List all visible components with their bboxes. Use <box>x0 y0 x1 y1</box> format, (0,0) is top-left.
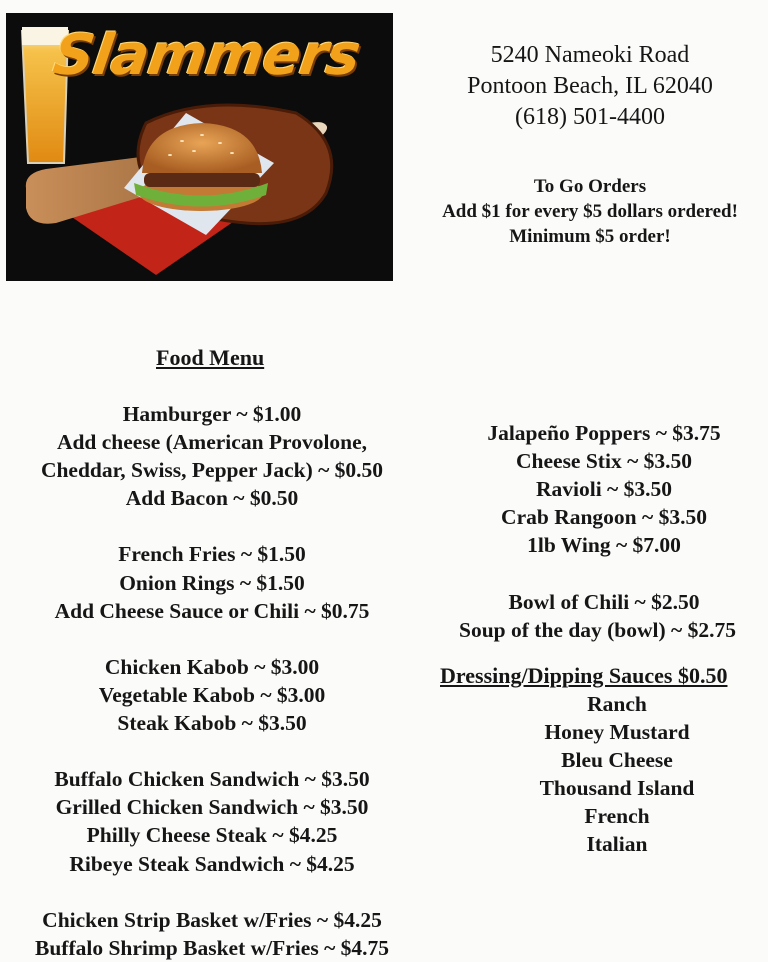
sauce-item: Honey Mustard <box>544 719 690 744</box>
menu-item: Add Cheese Sauce or Chili ~ $0.75 <box>54 598 370 623</box>
to-go-title: To Go Orders <box>533 176 647 197</box>
menu-item: Buffalo Shrimp Basket w/Fries ~ $4.75 <box>35 935 389 960</box>
menu-item: Cheese Stix ~ $3.50 <box>516 449 692 474</box>
address-block <box>420 40 760 133</box>
menu-item: French Fries ~ $1.50 <box>118 542 306 567</box>
phone-number: (618) 501-4400 <box>515 104 665 130</box>
menu-item: Onion Rings ~ $1.50 <box>119 570 305 595</box>
menu-item: Philly Cheese Steak ~ $4.25 <box>86 823 338 848</box>
menu-item: Grilled Chicken Sandwich ~ $3.50 <box>55 795 369 820</box>
street-address: 5240 Nameoki Road <box>490 42 690 68</box>
menu-item: Jalapeño Poppers ~ $3.75 <box>487 421 721 445</box>
sauce-item: French <box>584 804 650 829</box>
brand-logo-text: Slammers <box>49 23 364 88</box>
to-go-minimum: Minimum $5 order! <box>509 226 671 247</box>
sauce-item: Thousand Island <box>539 776 695 801</box>
menu-item: Chicken Kabob ~ $3.00 <box>104 654 320 679</box>
menu-item: Steak Kabob ~ $3.50 <box>117 711 307 736</box>
sauces-heading: Dressing/Dipping Sauces $0.50 <box>440 662 728 688</box>
logo-image <box>6 13 393 281</box>
menu-item: Cheddar, Swiss, Pepper Jack) ~ $0.50 <box>40 458 384 483</box>
food-menu-right-column <box>440 419 768 858</box>
menu-item: Crab Rangoon ~ $3.50 <box>501 505 707 530</box>
menu-item: Add cheese (American Provolone, <box>56 430 368 455</box>
menu-item: Soup of the day (bowl) ~ $2.75 <box>459 617 736 642</box>
food-menu-heading: Food Menu <box>156 345 265 370</box>
to-go-notice <box>415 174 765 249</box>
menu-item: Vegetable Kabob ~ $3.00 <box>98 682 326 707</box>
to-go-surcharge: Add $1 for every $5 dollars ordered! <box>442 201 738 222</box>
menu-item: Hamburger ~ $1.00 <box>122 402 302 426</box>
sauce-item: Ranch <box>587 691 647 716</box>
food-menu-left-column <box>0 400 424 962</box>
menu-item: Buffalo Chicken Sandwich ~ $3.50 <box>54 767 370 792</box>
menu-item: Ravioli ~ $3.50 <box>535 477 672 502</box>
menu-item: Bowl of Chili ~ $2.50 <box>508 589 700 614</box>
menu-item: Add Bacon ~ $0.50 <box>125 486 299 511</box>
sauce-item: Bleu Cheese <box>561 748 673 773</box>
menu-item: Chicken Strip Basket w/Fries ~ $4.25 <box>42 907 382 932</box>
sauce-item: Italian <box>586 832 648 857</box>
city-state-zip: Pontoon Beach, IL 62040 <box>467 73 713 99</box>
menu-item: Ribeye Steak Sandwich ~ $4.25 <box>69 851 355 876</box>
menu-item: 1lb Wing ~ $7.00 <box>527 533 681 558</box>
